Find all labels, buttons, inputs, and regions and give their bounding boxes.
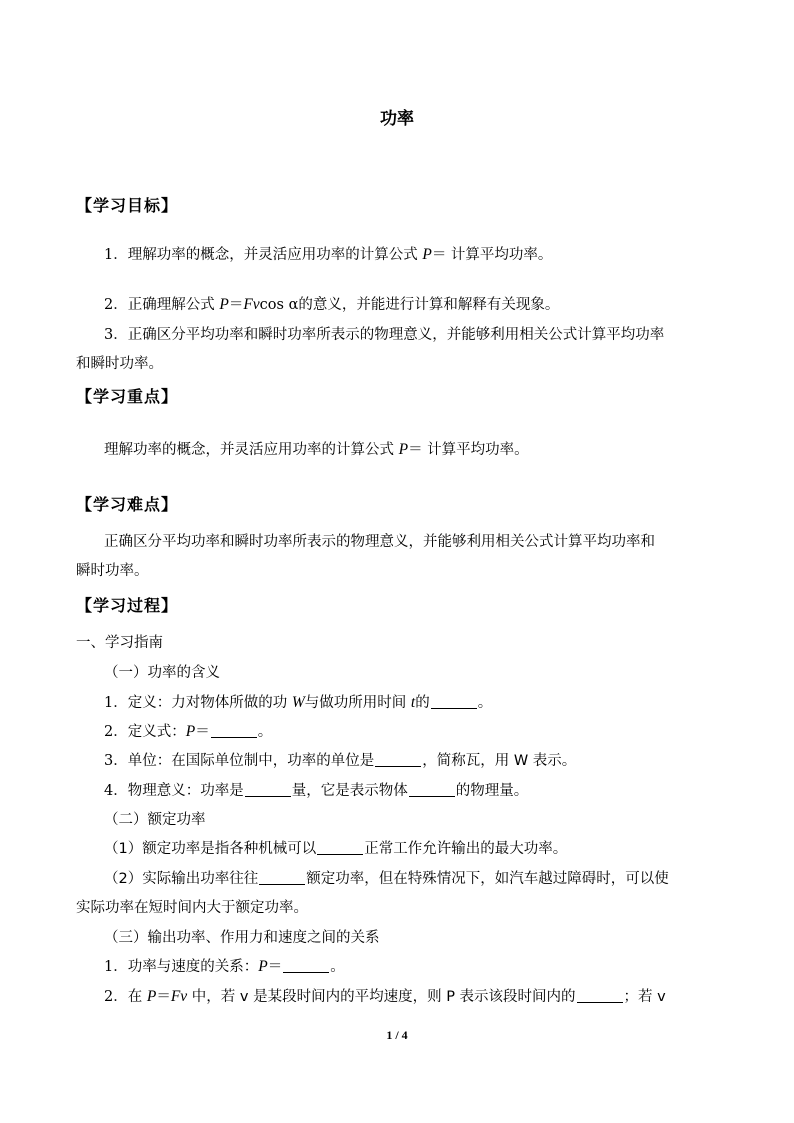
focus-text: 理解功率的概念，并灵活应用功率的计算公式 P＝ 计算平均功率。 bbox=[104, 441, 529, 458]
fill-blank bbox=[283, 958, 329, 973]
average-power-line: 2．在 P＝Fv 中，若 v 是某段时间内的平均速度，则 P 表示该段时间内的 ；若 v bbox=[104, 988, 666, 1005]
guide-heading: 一、学习指南 bbox=[76, 635, 163, 651]
definition-line: 1．定义：力对物体所做的功 W与做功所用时间 t的 。 bbox=[104, 694, 493, 711]
section-heading-difficulty: 【学习难点】 bbox=[76, 495, 179, 514]
section-heading-process: 【学习过程】 bbox=[76, 596, 179, 615]
goal-item-1: 1．理解功率的概念，并灵活应用功率的计算公式 P＝ 计算平均功率。 bbox=[104, 246, 553, 263]
rated-power-line-2-cont: 实际功率在短时间内大于额定功率。 bbox=[76, 900, 308, 916]
difficulty-text-cont: 瞬时功率。 bbox=[76, 563, 149, 579]
goal-item-3: 3．正确区分平均功率和瞬时功率所表示的物理意义，并能够利用相关公式计算平均功率 bbox=[104, 327, 665, 343]
fill-blank bbox=[409, 782, 455, 797]
subsection-3-title: （三）输出功率、作用力和速度之间的关系 bbox=[104, 930, 380, 946]
subsection-1-title: （一）功率的含义 bbox=[104, 665, 220, 681]
section-heading-focus: 【学习重点】 bbox=[76, 387, 179, 406]
page-title: 功率 bbox=[380, 109, 414, 129]
fill-blank bbox=[211, 723, 257, 738]
fill-blank bbox=[375, 752, 421, 767]
fill-blank bbox=[577, 988, 623, 1003]
rated-power-line-2: （2）实际输出功率往往 额定功率，但在特殊情况下，如汽车越过障碍时，可以使 bbox=[104, 871, 669, 887]
difficulty-text: 正确区分平均功率和瞬时功率所表示的物理意义，并能够利用相关公式计算平均功率和 bbox=[104, 534, 655, 550]
fill-blank bbox=[431, 694, 477, 709]
meaning-line: 4．物理意义：功率是 量，它是表示物体 的物理量。 bbox=[104, 783, 529, 799]
goal-item-3-cont: 和瞬时功率。 bbox=[76, 356, 163, 372]
formula-line: 2．定义式：P＝ 。 bbox=[104, 723, 273, 740]
power-speed-line: 1．功率与速度的关系：P＝ 。 bbox=[104, 958, 345, 975]
rated-power-line-1: （1）额定功率是指各种机械可以 正常工作允许输出的最大功率。 bbox=[104, 841, 568, 857]
fill-blank bbox=[245, 782, 291, 797]
unit-line: 3．单位：在国际单位制中，功率的单位是 ，简称瓦，用 W 表示。 bbox=[104, 753, 577, 769]
page-number: 1 / 4 bbox=[386, 1028, 408, 1042]
section-heading-goals: 【学习目标】 bbox=[76, 196, 179, 215]
subsection-2-title: （二）额定功率 bbox=[104, 812, 206, 828]
goal-item-2: 2．正确理解公式 P＝Fvcos α的意义，并能进行计算和解释有关现象。 bbox=[104, 296, 560, 313]
fill-blank bbox=[259, 870, 305, 885]
fill-blank bbox=[317, 840, 363, 855]
